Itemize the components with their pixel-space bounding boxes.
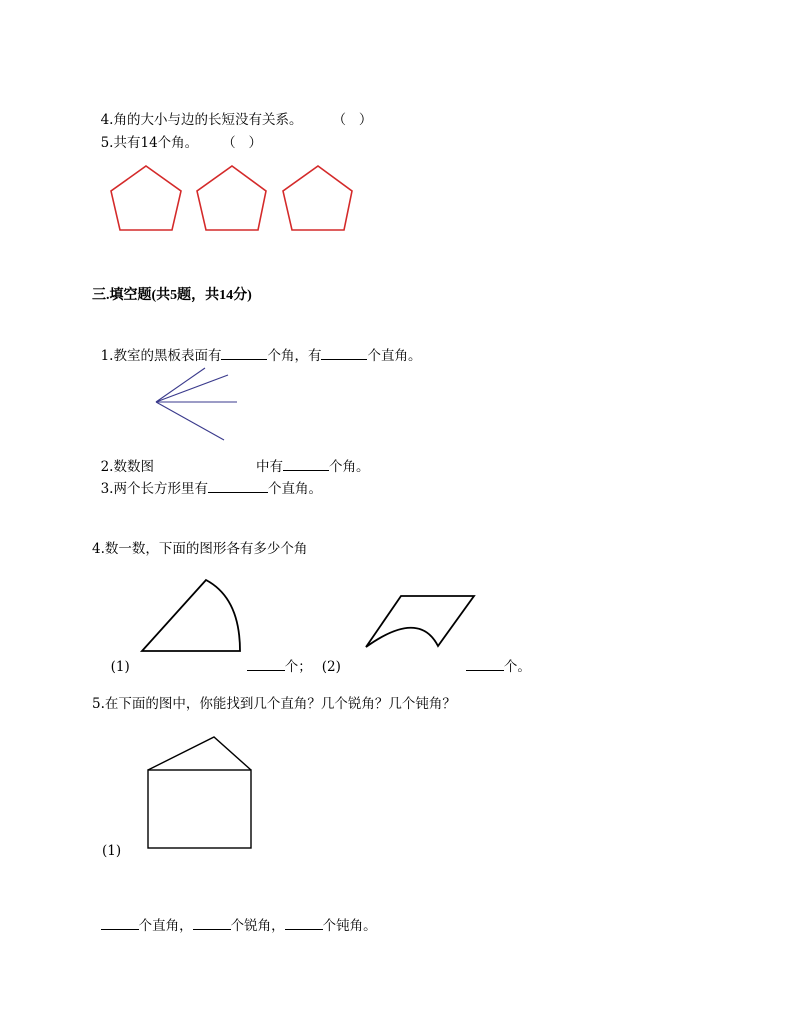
ray-4 <box>156 402 224 440</box>
fill-q2-suffix: 个角。 <box>328 459 370 475</box>
fill-q5-blank-3[interactable] <box>285 917 323 930</box>
judge-q5-text: 5.共有14个角。 <box>100 135 199 151</box>
house-rectangle <box>148 770 251 848</box>
fill-q4-unit-2: 个。 <box>503 659 531 675</box>
fill-q5-answers <box>92 899 377 935</box>
fill-q5-a1: 个直角， <box>138 918 193 934</box>
fill-q5-blank-1[interactable] <box>101 917 139 930</box>
fill-q2-mid: 中有 <box>255 459 283 475</box>
fill-q5-blank-2[interactable] <box>193 917 231 930</box>
fill-q5-a2: 个锐角， <box>230 918 285 934</box>
fill-q4-unit-1: 个； <box>284 659 312 675</box>
fill-q1-blank-2[interactable] <box>321 347 367 360</box>
fill-q5: 5.在下面的图中，你能找到几个直角？几个锐角？几个钝角？ <box>92 696 456 712</box>
fill-q4-blank-2[interactable] <box>466 658 504 671</box>
fill-q4-blank-1[interactable] <box>247 658 285 671</box>
judge-q4-text: 4.角的大小与边的长短没有关系。 <box>100 112 303 128</box>
fill-q3 <box>92 462 322 498</box>
fill-q3-prefix: 3.两个长方形里有 <box>100 481 208 497</box>
fill-q4-label-1: (1) <box>110 659 130 675</box>
house-roof <box>148 737 251 770</box>
fill-q1-blank-1[interactable] <box>221 347 267 360</box>
judge-q5-paren: （ ） <box>222 135 263 151</box>
fill-q5-label-1: (1) <box>102 843 122 859</box>
fill-q3-blank[interactable] <box>208 480 268 493</box>
section3-title: 三.填空题(共5题，共14分) <box>92 288 252 303</box>
fill-q3-suffix: 个直角。 <box>267 481 322 497</box>
fill-q1-suffix: 个直角。 <box>367 348 422 364</box>
fill-q1 <box>92 329 421 365</box>
ray-2 <box>156 375 228 402</box>
pentagon-3 <box>283 166 352 230</box>
pentagon-1 <box>111 166 181 230</box>
pentagons-figure <box>100 160 370 240</box>
fill-q1-mid: 个角，有 <box>267 348 322 364</box>
judge-q5 <box>92 116 262 152</box>
fill-q2-prefix: 2.数数图 <box>100 459 154 475</box>
ray-1 <box>156 368 205 402</box>
judge-q4-paren: （ ） <box>332 112 373 128</box>
rays-figure <box>150 368 245 446</box>
fill-q1-prefix: 1.教室的黑板表面有 <box>100 348 222 364</box>
pentagon-2 <box>197 166 266 230</box>
fill-q5-a3: 个钝角。 <box>322 918 377 934</box>
house-figure <box>146 735 254 850</box>
fill-q4: 4.数一数，下面的图形各有多少个角 <box>92 541 308 557</box>
fill-q4-answers <box>102 640 531 676</box>
fill-q4-label-2: (2) <box>321 659 341 675</box>
